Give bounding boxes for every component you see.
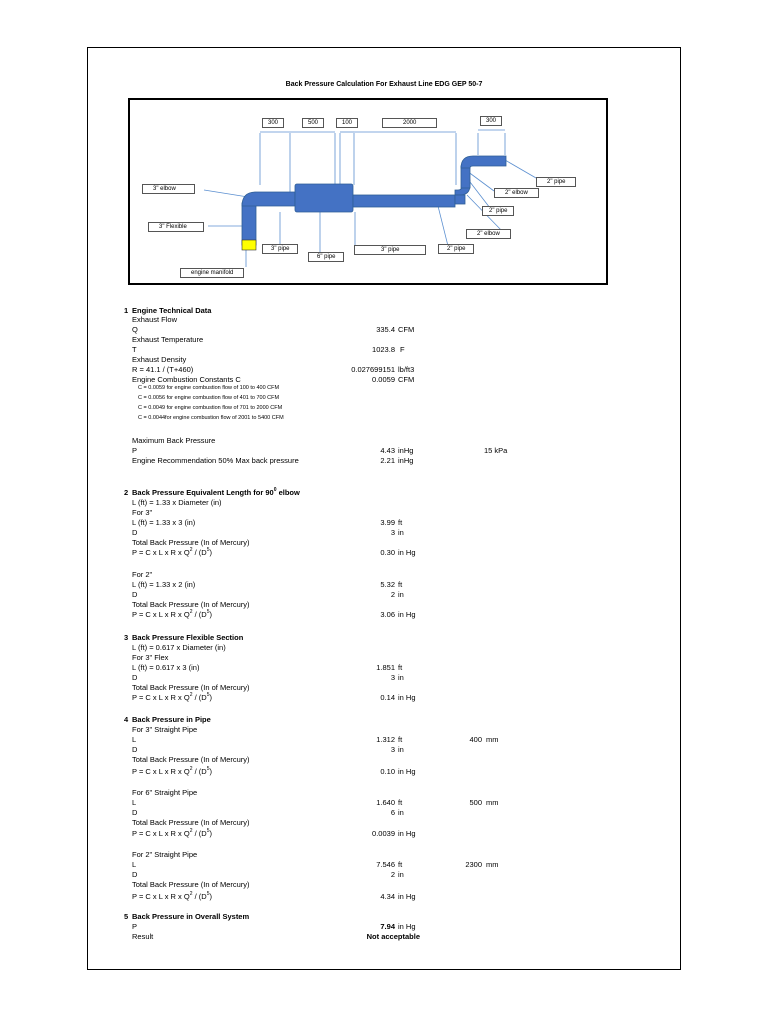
symbol: D: [132, 745, 138, 754]
label: Exhaust Flow: [132, 315, 178, 324]
label: For 3" Straight Pipe: [132, 725, 198, 734]
formula: L (ft) = 1.33 x Diameter (in): [132, 498, 222, 507]
formula: L (ft) = 1.33 x 3 (in): [132, 518, 196, 527]
unit: mm: [486, 860, 499, 869]
formula: P = C x L x R x $Q^2 / (D^5)$: [132, 609, 212, 619]
unit: in: [398, 870, 404, 879]
unit: inHg: [398, 456, 414, 465]
label: Total Back Pressure (In of Mercury): [132, 755, 250, 764]
symbol: D: [132, 870, 138, 879]
symbol: D: [132, 528, 138, 537]
unit: ft: [398, 663, 403, 672]
formula: L (ft) = 0.617 x 3 (in): [132, 663, 200, 672]
value-mm: 2300: [465, 860, 482, 869]
symbol: D: [132, 590, 138, 599]
value: 2.21: [380, 456, 395, 465]
value: 7.546: [376, 860, 395, 869]
value: 2: [390, 870, 395, 879]
unit: in Hg: [398, 610, 416, 619]
overall-pressure-value: 7.94: [380, 922, 395, 931]
value: 3: [390, 528, 395, 537]
note: C = 0.0044for engine combustion flow of 2001 to 5400 CFM: [138, 415, 284, 421]
label: Exhaust Temperature: [132, 335, 204, 344]
unit: lb/ft3: [398, 365, 415, 374]
value: 2: [390, 590, 395, 599]
value: 0.027699151: [351, 365, 395, 374]
engine-manifold-block: [242, 240, 256, 250]
symbol: D: [132, 808, 138, 817]
unit: ft: [398, 798, 403, 807]
symbol: L: [132, 798, 137, 807]
unit: mm: [486, 798, 499, 807]
section-5-number: 5: [124, 912, 129, 921]
label: Total Back Pressure (In of Mercury): [132, 538, 250, 547]
formula: P = C x L x R x $Q^2 / (D^5)$: [132, 547, 212, 557]
value: 6: [390, 808, 395, 817]
section-2-number: 2: [124, 488, 129, 497]
unit: in: [398, 745, 404, 754]
unit: ft: [398, 518, 403, 527]
unit: in Hg: [398, 922, 416, 931]
value: 3: [390, 745, 395, 754]
label: For 3" Flex: [132, 653, 169, 662]
section-3-number: 3: [124, 633, 129, 642]
label-2in-pipe: 2" pipe: [482, 206, 514, 216]
value: 3: [390, 673, 395, 682]
note: C = 0.0059 for engine combustion flow of 100 to 400 CFM: [138, 385, 280, 391]
formula: R = 41.1 / (T+460): [132, 365, 194, 374]
label: Total Back Pressure (In of Mercury): [132, 818, 250, 827]
symbol: D: [132, 673, 138, 682]
formula: P = C x L x R x $Q^2 / (D^5)$: [132, 828, 212, 838]
value-mm: 500: [469, 798, 482, 807]
label: Total Back Pressure (In of Mercury): [132, 880, 250, 889]
section-1-heading: Engine Technical Data: [132, 306, 212, 315]
unit: in Hg: [398, 767, 416, 776]
label: Result: [132, 932, 154, 941]
label: Exhaust Density: [132, 355, 187, 364]
label: For 6" Straight Pipe: [132, 788, 198, 797]
unit: CFM: [398, 375, 415, 384]
value: 0.10: [380, 767, 395, 776]
section-2-heading: Back Pressure Equivalent Length for $90^0$ elbow: [132, 487, 300, 497]
label-6in-pipe: 6" pipe: [308, 252, 344, 262]
value: 5.32: [380, 580, 395, 589]
symbol: L: [132, 735, 137, 744]
value: 335.4: [376, 325, 395, 334]
note: C = 0.0049 for engine combustion flow of 701 to 2000 CFM: [138, 405, 283, 411]
unit: in Hg: [398, 829, 416, 838]
unit: in: [398, 528, 404, 537]
section-5-heading: Back Pressure in Overall System: [132, 912, 250, 921]
formula: P = C x L x R x $Q^2 / (D^5)$: [132, 692, 212, 702]
value-kpa: 15 kPa: [484, 446, 508, 455]
label-3in-elbow: 3" elbow: [142, 184, 195, 194]
value: 3.06: [380, 610, 395, 619]
symbol: P: [132, 922, 138, 931]
dim-label: 2000: [382, 118, 437, 128]
symbol: P: [132, 446, 138, 455]
value: 0.0059: [372, 375, 395, 384]
label-3in-flexible: 3" Flexible: [148, 222, 204, 232]
formula: P = C x L x R x $Q^2 / (D^5)$: [132, 766, 212, 776]
value: 0.0039: [372, 829, 395, 838]
label-3in-pipe: 3" pipe: [262, 244, 298, 254]
value: 1.851: [376, 663, 395, 672]
label: For 3": [132, 508, 153, 517]
label: Engine Recommendation 50% Max back pressure: [132, 456, 299, 465]
unit: inHg: [398, 446, 414, 455]
formula: L (ft) = 1.33 x 2 (in): [132, 580, 196, 589]
page-title: Back Pressure Calculation For Exhaust Line EDG GEP 50-7: [285, 81, 483, 88]
label: Total Back Pressure (In of Mercury): [132, 683, 250, 692]
formula: P = C x L x R x $Q^2 / (D^5)$: [132, 891, 212, 901]
label-2in-pipe: 2" pipe: [536, 177, 576, 187]
label: For 2" Straight Pipe: [132, 850, 198, 859]
result-value: Not acceptable: [366, 932, 420, 941]
value: 4.34: [380, 892, 395, 901]
section-3-heading: Back Pressure Flexible Section: [132, 633, 244, 642]
unit: in Hg: [398, 693, 416, 702]
section-4-heading: Back Pressure in Pipe: [132, 715, 211, 724]
unit: in: [398, 673, 404, 682]
unit: ft: [398, 735, 403, 744]
unit: in Hg: [398, 892, 416, 901]
dim-label: 300: [262, 118, 284, 128]
value: 0.14: [380, 693, 395, 702]
dim-label: 500: [302, 118, 324, 128]
label-2in-elbow: 2" elbow: [466, 229, 511, 239]
section-1-number: 1: [124, 306, 129, 315]
unit: F: [400, 345, 405, 354]
label: For 2": [132, 570, 153, 579]
value: 1023.8: [372, 345, 395, 354]
label: Engine Combustion Constants C: [132, 375, 241, 384]
label: Maximum Back Pressure: [132, 436, 216, 445]
dim-label: 100: [336, 118, 358, 128]
formula: L (ft) = 0.617 x Diameter (in): [132, 643, 226, 652]
unit: ft: [398, 580, 403, 589]
value-mm: 400: [469, 735, 482, 744]
symbol: Q: [132, 325, 138, 334]
value: 1.640: [376, 798, 395, 807]
exhaust-line-diagram: [128, 98, 608, 285]
dim-label: 300: [480, 116, 502, 126]
section-4-number: 4: [124, 715, 129, 724]
value: 3.99: [380, 518, 395, 527]
unit: in: [398, 590, 404, 599]
value: 4.43: [380, 446, 395, 455]
label-2in-pipe: 2" pipe: [438, 244, 474, 254]
symbol: L: [132, 860, 137, 869]
unit: ft: [398, 860, 403, 869]
unit: in: [398, 808, 404, 817]
label-2in-elbow: 2" elbow: [494, 188, 539, 198]
note: C = 0.0056 for engine combustion flow of 401 to 700 CFM: [138, 395, 280, 401]
symbol: T: [132, 345, 137, 354]
value: 0.30: [380, 548, 395, 557]
unit: in Hg: [398, 548, 416, 557]
label: Total Back Pressure (In of Mercury): [132, 600, 250, 609]
value: 1.312: [376, 735, 395, 744]
unit: CFM: [398, 325, 415, 334]
label-3in-pipe: 3" pipe: [354, 245, 426, 255]
unit: mm: [486, 735, 499, 744]
label-engine-manifold: engine manifold: [180, 268, 244, 278]
